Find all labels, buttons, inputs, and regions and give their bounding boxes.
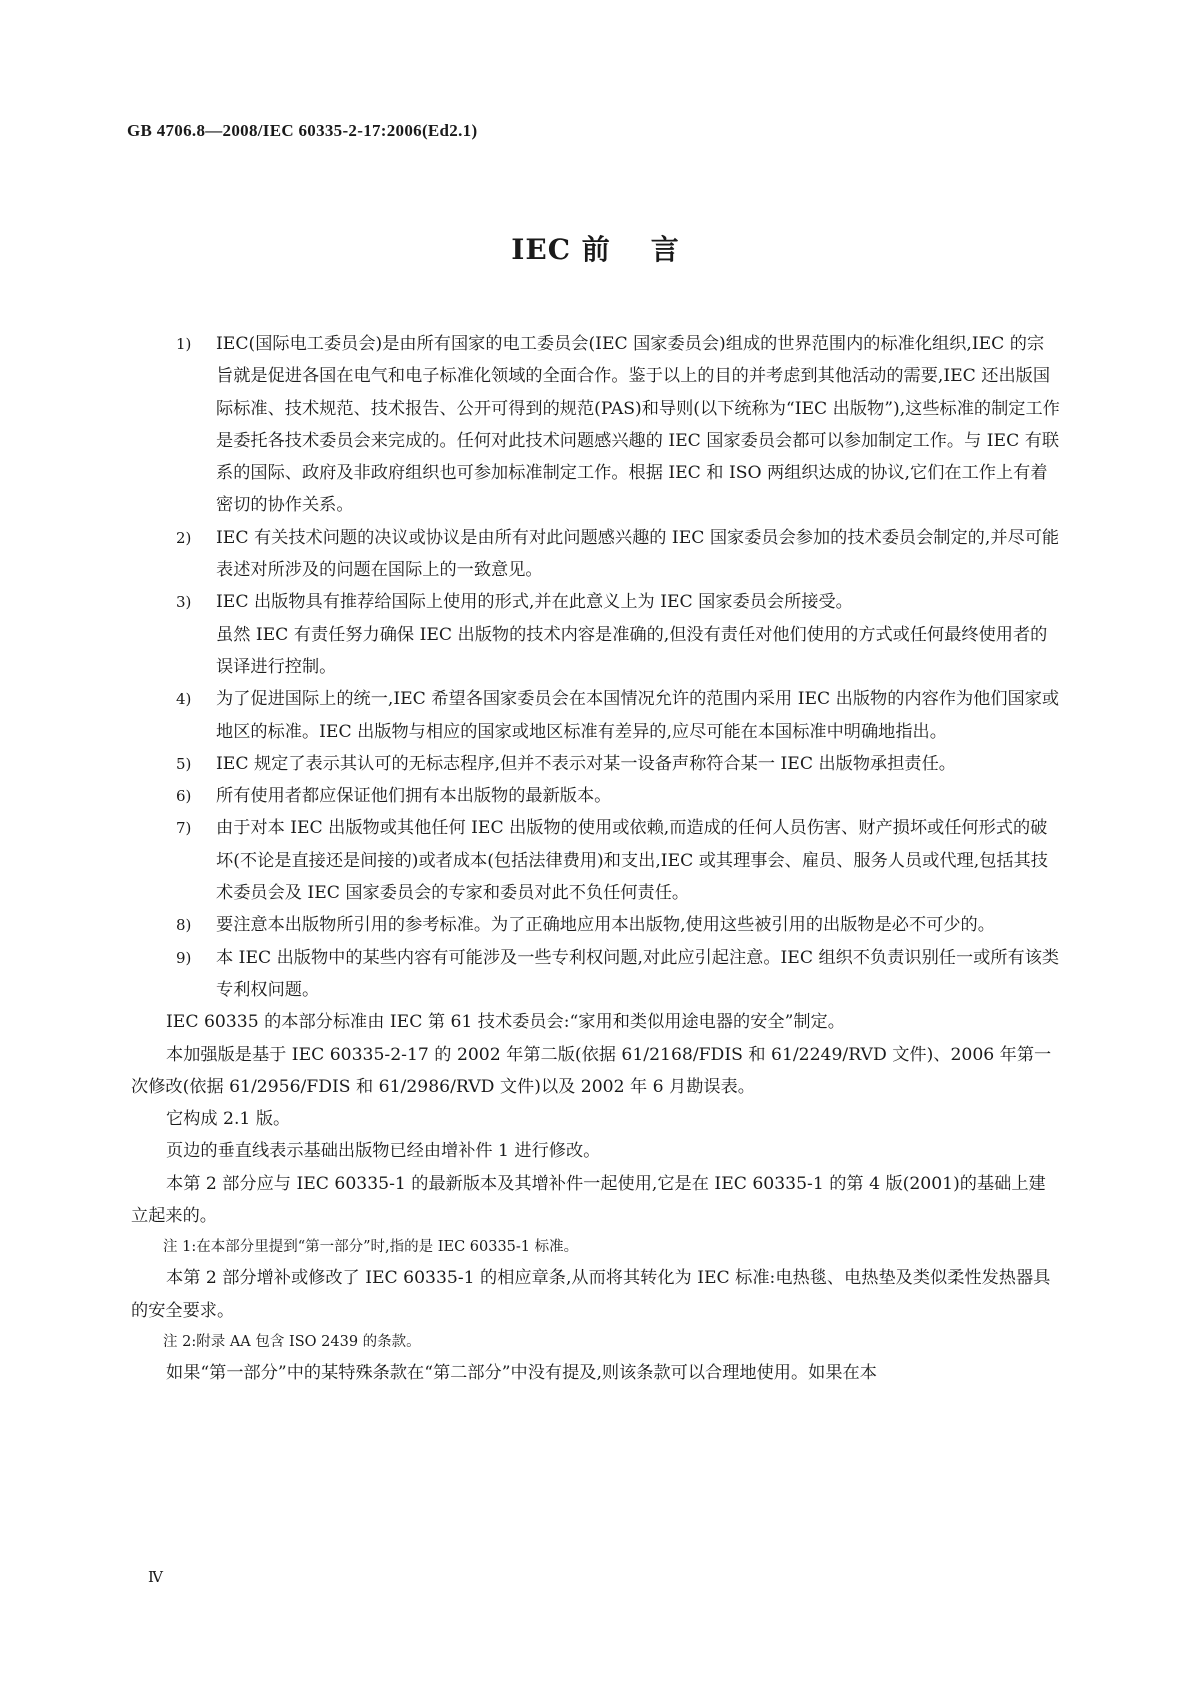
list-item-text: 为了促进国际上的统一,IEC 希望各国家委员会在本国情况允许的范围内采用 IEC 出版物的内容作为他们国家或地区的标准。IEC 出版物与相应的国家或地区标准有差异的,应尽可能在本国标准中明确地指出。 (216, 689, 1060, 742)
list-item-number: 4) (176, 690, 192, 709)
paragraph: 本第 2 部分应与 IEC 60335-1 的最新版本及其增补件一起使用,它是在 IEC 60335-1 的第 4 版(2001)的基础上建立起来的。 (131, 1173, 1046, 1227)
paragraph: 本加强版是基于 IEC 60335-2-17 的 2002 年第二版(依据 61/2168/FDIS 和 61/2249/RVD 文件)、2006 年第一次修改(依据 61/2956/FDIS 和 61/2986/RVD 文件)以及 2002 年 6 月勘误表。 (131, 1044, 1052, 1097)
list-item-text: IEC(国际电工委员会)是由所有国家的电工委员会(IEC 国家委员会)组成的世界范围内的标准化组织,IEC 的宗旨就是促进各国在电气和电子标准化领域的全面合作。鉴于以上的目的并考虑到其他活动的需要,IEC 还出版国际标准、技术规范、技术报告、公开可得到的规范(PAS)和导则(以下统称为“IEC 出版物”),这些标准的制定工作是委托各技术委员会来完成的。任何对此技术问题感兴趣的 IEC 国家委员会都可以参加制定工作。与 IEC 有联系的国际、政府及非政府组织也可参加标准制定工作。根据 IEC 和 ISO 两组织达成的协议,它们在工作上有着密切的协作关系。 (216, 334, 1060, 516)
list-item-text: IEC 有关技术问题的决议或协议是由所有对此问题感兴趣的 IEC 国家委员会参加的技术委员会制定的,并尽可能表述对所涉及的问题在国际上的一致意见。 (216, 527, 1060, 581)
list-item (166, 780, 1061, 812)
list-item-text: 所有使用者都应保证他们拥有本出版物的最新版本。 (216, 786, 612, 807)
document-body (131, 328, 1061, 1389)
list-item (166, 522, 1061, 587)
paragraph: 它构成 2.1 版。 (166, 1109, 291, 1130)
list-item-number: 3) (176, 593, 192, 612)
note: 注 2:附录 AA 包含 ISO 2439 的条款。 (163, 1333, 421, 1350)
list-item-continuation: 虽然 IEC 有责任努力确保 IEC 出版物的技术内容是准确的,但没有责任对他们使用的方式或任何最终使用者的误译进行控制。 (216, 624, 1048, 677)
page-title (0, 228, 1191, 268)
paragraph: IEC 60335 的本部分标准由 IEC 第 61 技术委员会:“家用和类似用途电器的安全”制定。 (166, 1012, 845, 1033)
list-item (166, 748, 1061, 780)
list-item-number: 2) (176, 528, 192, 547)
list-item (166, 942, 1061, 1007)
page-number: Ⅳ (148, 1570, 163, 1586)
note: 注 1:在本部分里提到“第一部分”时,指的是 IEC 60335-1 标准。 (163, 1239, 579, 1256)
list-item-number: 8) (176, 916, 192, 935)
list-item (166, 812, 1061, 909)
title-left: IEC 前 (511, 233, 611, 266)
list-item (166, 683, 1061, 748)
paragraph: 本第 2 部分增补或修改了 IEC 60335-1 的相应章条,从而将其转化为 IEC 标准:电热毯、电热垫及类似柔性发热器具的安全要求。 (131, 1268, 1051, 1321)
list-item-text: 要注意本出版物所引用的参考标准。为了正确地应用本出版物,使用这些被引用的出版物是必不可少的。 (216, 915, 995, 936)
list-item-number: 5) (176, 754, 192, 773)
list-item-number: 6) (176, 787, 192, 806)
list-item (166, 328, 1061, 522)
paragraph: 页边的垂直线表示基础出版物已经由增补件 1 进行修改。 (166, 1141, 601, 1162)
list-item-text: IEC 出版物具有推荐给国际上使用的形式,并在此意义上为 IEC 国家委员会所接受。 (216, 592, 853, 613)
paragraph: 如果“第一部分”中的某特殊条款在“第二部分”中没有提及,则该条款可以合理地使用。如果在本 (166, 1362, 877, 1383)
list-item-number: 7) (176, 819, 192, 838)
title-right: 言 (650, 233, 680, 266)
list-item-text: 本 IEC 出版物中的某些内容有可能涉及一些专利权问题,对此应引起注意。IEC 组织不负责识别任一或所有该类专利权问题。 (216, 947, 1060, 1000)
list-item-number: 1) (176, 335, 192, 353)
list-item (166, 586, 1061, 618)
list-item-number: 9) (176, 948, 192, 967)
list-item-text: 由于对本 IEC 出版物或其他任何 IEC 出版物的使用或依赖,而造成的任何人员伤害、财产损坏或任何形式的破坏(不论是直接还是间接的)或者成本(包括法律费用)和支出,IEC 或其理事会、雇员、服务人员或代理,包括其技术委员会及 IEC 国家委员会的专家和委员对此不负任何责任。 (216, 818, 1048, 904)
list-item-text: IEC 规定了表示其认可的无标志程序,但并不表示对某一设备声称符合某一 IEC 出版物承担责任。 (216, 753, 956, 774)
list-item (166, 909, 1061, 941)
standard-header: GB 4706.8—2008/IEC 60335-2-17:2006(Ed2.1) (127, 121, 478, 140)
